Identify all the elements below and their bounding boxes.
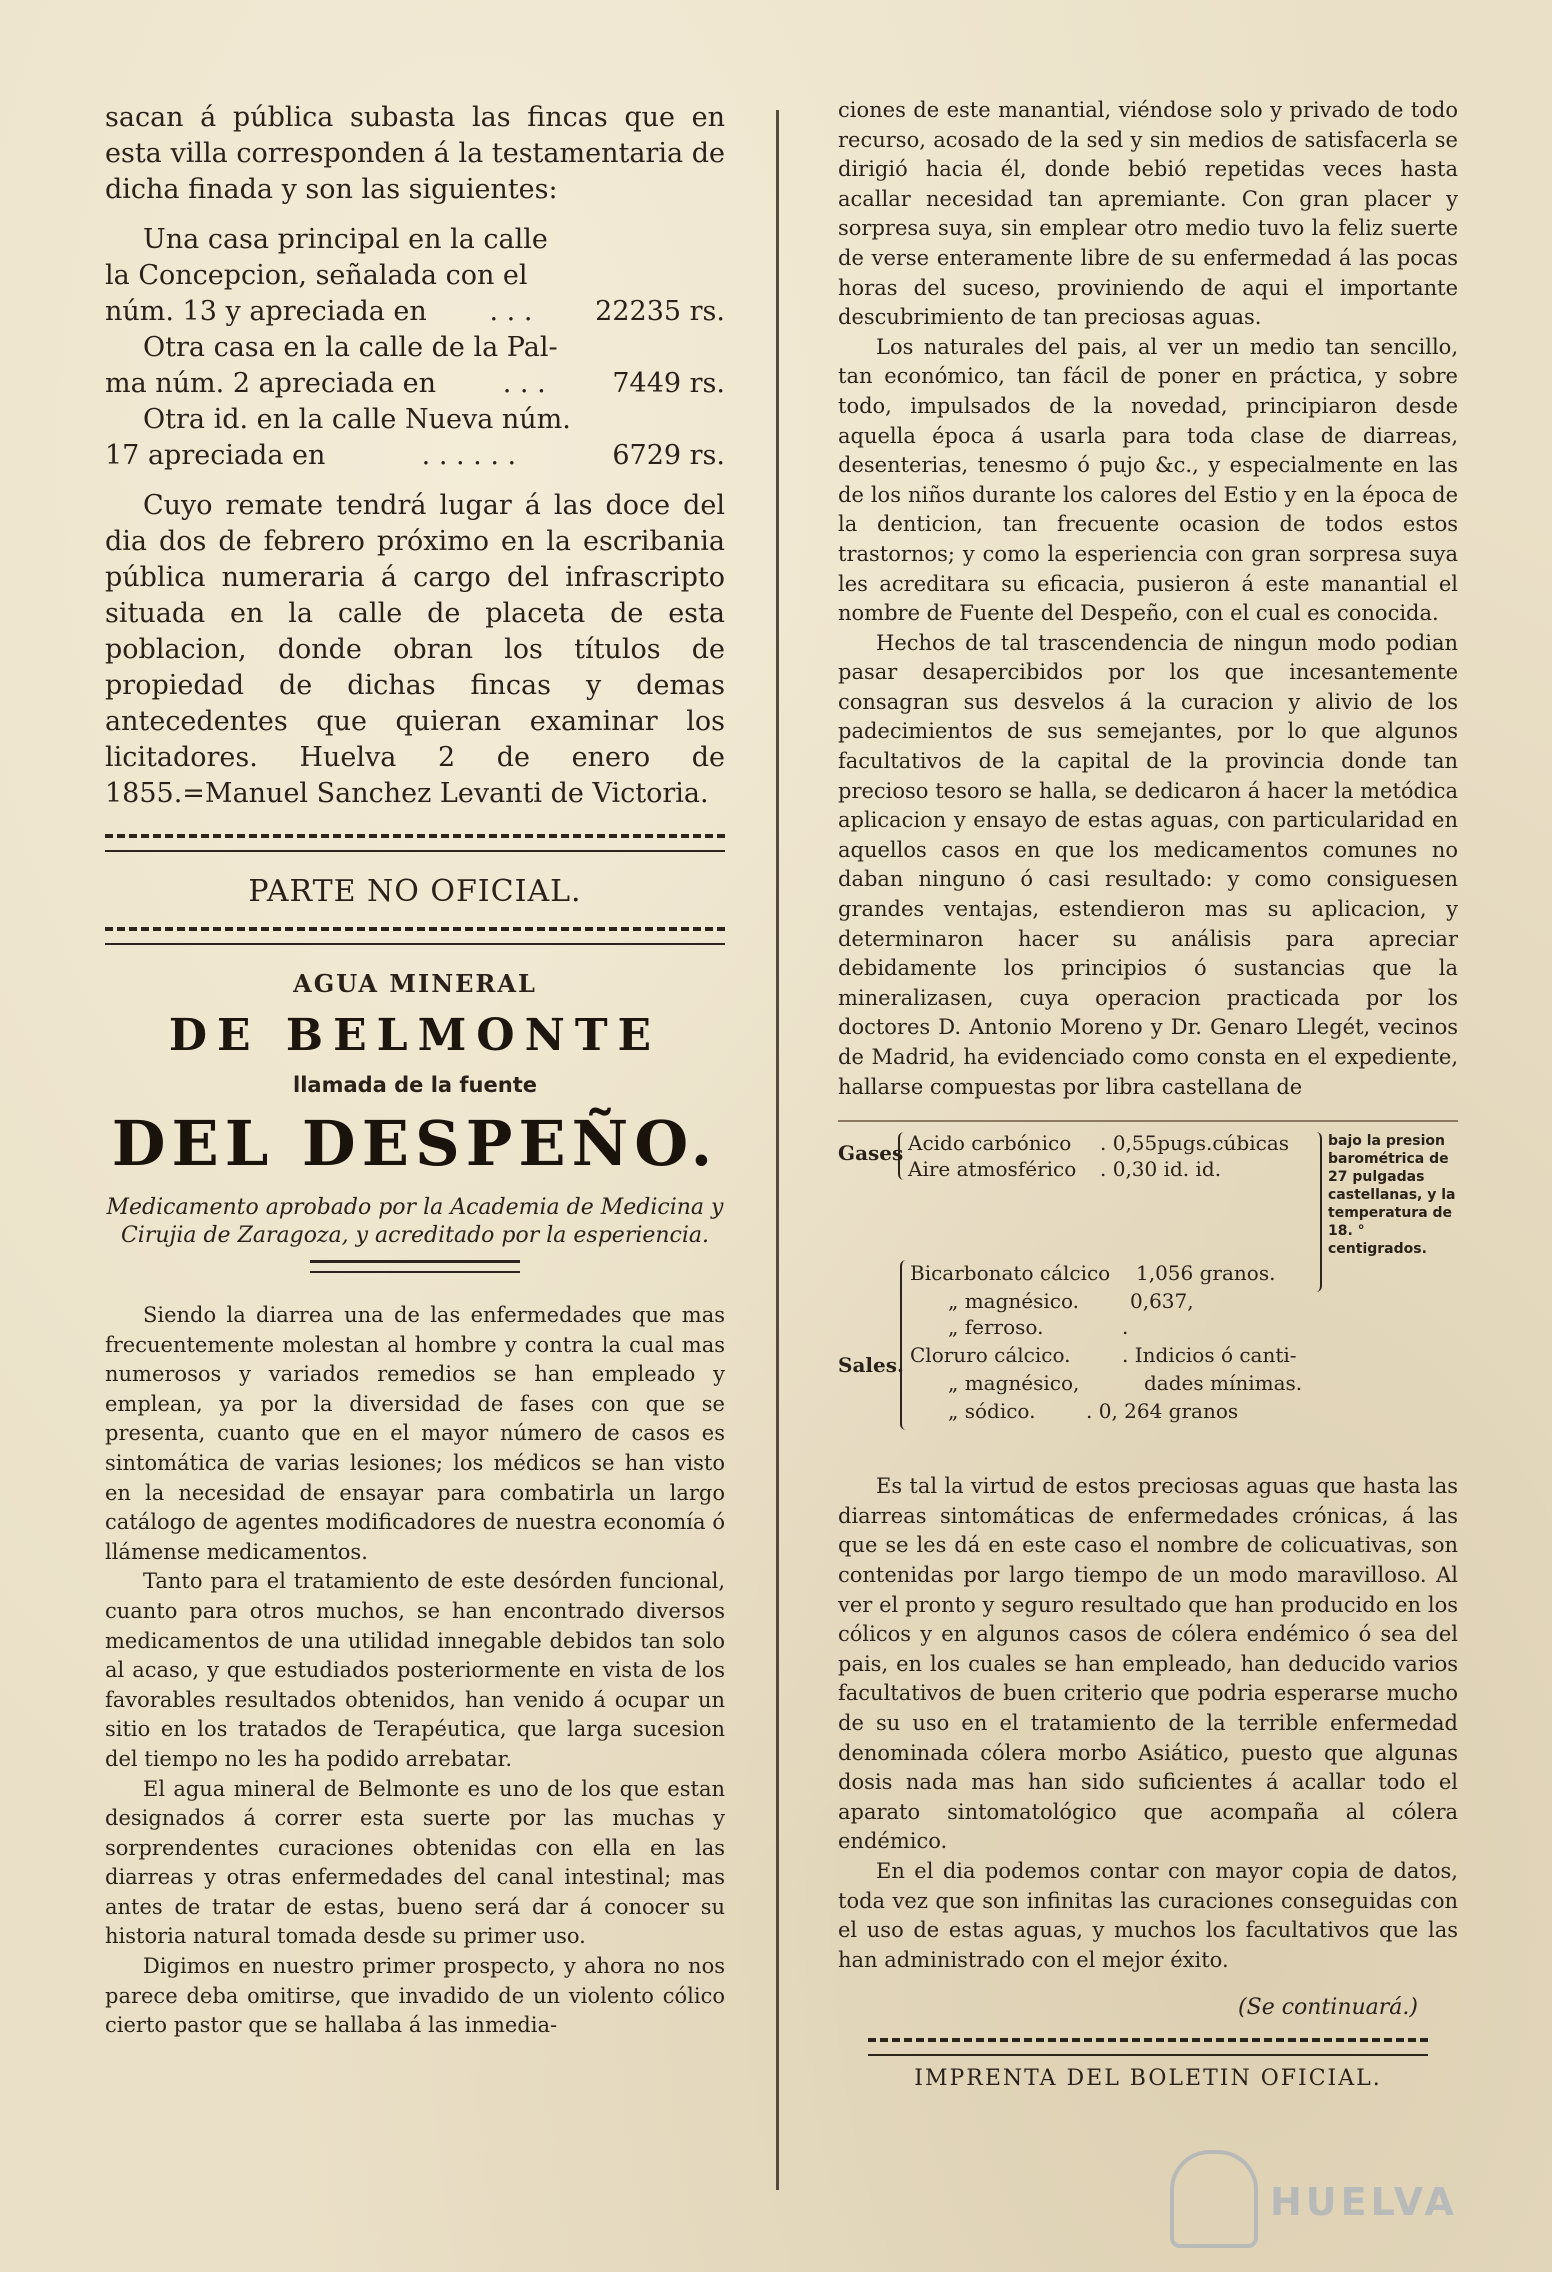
salt-value: . 0, 264 granos — [1086, 1399, 1239, 1424]
salt-name: „ ferroso. — [948, 1315, 1044, 1340]
listing-line: Una casa principal en la calle — [143, 224, 548, 255]
listing-value: 6729 rs. — [612, 440, 725, 471]
article-paragraph: Digimos en nuestro primer prospecto, y ahora no nos parece deba omitirse, que invadido de un violento cólico cierto pastor que se hallaba á las inmedia- — [105, 1954, 725, 2038]
footer-rule — [868, 2038, 1428, 2056]
gas-value: . 0,30 id. id. — [1100, 1157, 1222, 1182]
article-paragraph: Los naturales del pais, al ver un medio tan sencillo, tan económico, tan fácil de poner en práctica, y sobre todo, impulsados de la novedad, principiaron desde aquella época á usarla para toda clase de diarreas, desenterias, tenesmo ó pujo &c., y especialmente en las de los niños durante los calores del Estio y en la época de la denticion, tan frecuente ocasion de todos estos trastornos; y como la esperiencia con gran sorpresa suya les acreditara su eficacia, pusieron á este manantial el nombre de Fuente del Despeño, con el cual es conocida. — [838, 334, 1458, 626]
salt-name: Bicarbonato cálcico — [910, 1261, 1111, 1286]
salt-name: Cloruro cálcico. — [910, 1343, 1071, 1368]
table-rule — [838, 1120, 1458, 1122]
listing-value: 7449 rs. — [612, 368, 725, 399]
gases-brace — [898, 1132, 906, 1180]
short-rule — [310, 1260, 520, 1273]
salt-name: „ sódico. — [948, 1399, 1036, 1424]
gas-name: Acido carbónico — [908, 1131, 1072, 1156]
sales-label: Sales. — [838, 1353, 904, 1378]
gas-name: Aire atmosférico — [908, 1157, 1077, 1182]
section-rule — [105, 927, 725, 945]
listing-value: 22235 rs. — [595, 296, 725, 327]
listing-item — [105, 330, 725, 402]
article-paragraph: Es tal la virtud de estos preciosas aguas que hasta las diarreas sintomáticas de enfermedades crónicas, á las que se les dá en este caso el nombre de colicuativas, son contenidas por largo tiempo de un modo maravilloso. Al ver el pronto y seguro resultado que han producido en los cólicos y en algunos casos de cólera endémico ó sea del pais, en los cuales se han empleado, han deducido varios facultativos de buen criterio que podria esperarse mucho de su uso en el tratamiento de la terrible enfermedad denominada cólera morbo Asiático, puesto que algunas dosis nada mas han sido suficientes á acallar todo el aparato sintomatológico que acompaña al cólera endémico. — [838, 1474, 1458, 1854]
gases-label: Gases — [838, 1141, 904, 1166]
listing-line: la Concepcion, señalada con el — [105, 260, 528, 291]
listing-dots: . . . — [489, 296, 533, 327]
conditions-note: bajo la presion barométrica de 27 pulgadas castellanas, y la temperatura de 18. ° centigrados. — [1328, 1133, 1456, 1258]
section-heading: PARTE NO OFICIAL. — [248, 874, 582, 909]
section-rule — [105, 834, 725, 852]
listing-line: Otra id. en la calle Nueva núm. — [143, 404, 571, 435]
listing-value-row — [105, 438, 725, 474]
article-title: DE BELMONTE — [168, 1010, 662, 1061]
article-paragraph: Siendo la diarrea una de las enfermedades que mas frecuentemente molestan al hombre y contra la cual mas numerosos y variados remedios se han empleado y emplean, ya por la diversidad de fases con que se presenta, cuanto que en el mayor número de casos es sintomática de varias lesiones; los médicos se han visto en la necesidad de ensayar para combatirla un largo catálogo de agentes modificadores de nuestra economía ó llámense medicamentos. — [105, 1303, 725, 1564]
shield-icon — [1170, 2150, 1258, 2248]
gas-value: . 0,55pugs.cúbicas — [1100, 1131, 1290, 1156]
listing-line: núm. 13 y apreciada en — [105, 296, 427, 327]
auction-remate: Cuyo remate tendrá lugar á las doce del dia dos de febrero próximo en la escribania pública numeraria á cargo del infrascripto situada en la calle de placeta de esta poblacion, donde obran los títulos de propiedad de dichas fincas y demas antecedentes que quieran examinar los licitadores. Huelva 2 de enero de 1855.=Manuel Sanchez Levanti de Victoria. — [105, 490, 725, 809]
printer-imprint: IMPRENTA DEL BOLETIN OFICIAL. — [914, 2066, 1382, 2092]
analysis-table — [838, 1120, 1458, 1450]
auction-intro: sacan á pública subasta las fincas que en esta villa corresponden á la testamentaria de dicha finada y son las siguientes: — [105, 102, 725, 205]
article-headline: DEL DESPEÑO. — [111, 1107, 719, 1180]
listing-line: 17 apreciada en — [105, 440, 326, 471]
article-paragraph: En el dia podemos contar con mayor copia de datos, toda vez que son infinitas las curaciones conseguidas con el uso de estas aguas, y muchos los facultativos que las han administrado con el mejor éxito. — [838, 1858, 1458, 1972]
continued-note: (Se continuará.) — [1238, 1995, 1418, 2021]
salt-value: . — [1122, 1315, 1129, 1340]
watermark-text: HUELVA — [1270, 2180, 1458, 2224]
left-column — [105, 100, 725, 2041]
column-divider — [776, 110, 779, 2190]
listing-value-row — [105, 294, 725, 330]
salt-value: . Indicios ó canti- — [1122, 1343, 1297, 1368]
article-paragraph: Hechos de tal trascendencia de ningun modo podian pasar desapercibidos por los que incesantemente consagran sus desvelos á la curacion y alivio de los padecimientos de sus semejantes, por lo que algunos facultativos de la capital de la provincia donde tan precioso tesoro se halla, se dedicaron á hacer la metódica aplicacion y ensayo de estas aguas, con particularidad en aquellos casos en que los medicamentos comunes no daban ninguno ó casi resultado: y como consiguesen grandes ventajas, estendieron mas su aplicacion, y determinaron hacer su análisis para apreciar debidamente los principios ó sustancias que la mineralizasen, cuya operacion practicada por los doctores D. Antonio Moreno y Dr. Genaro Llegét, vecinos de Madrid, ha evidenciado como consta en el expediente, hallarse compuestas por libra castellana de — [838, 630, 1458, 1099]
article-paragraph: ciones de este manantial, viéndose solo y privado de todo recurso, acosado de la sed y sin medios de satisfacerla se dirigió hacia él, donde bebió repetidas veces hasta acallar necesidad tan apremiante. Con gran placer y sorpresa suya, sin emplear otro medio tuvo la feliz suerte de verse enteramente libre de su enfermedad á las pocas horas del suceso, proviniendo de aqui el importante descubrimiento de tan preciosas aguas. — [838, 98, 1458, 330]
library-watermark — [1150, 2150, 1458, 2250]
sales-brace — [900, 1260, 908, 1430]
listing-line: ma núm. 2 apreciada en — [105, 368, 437, 399]
salt-value: dades mínimas. — [1144, 1371, 1303, 1396]
property-listing — [105, 222, 725, 474]
listing-item — [105, 222, 725, 330]
listing-dots: . . . . . . — [421, 440, 517, 471]
article-kicker: AGUA MINERAL — [293, 969, 537, 998]
listing-item — [105, 402, 725, 474]
article-paragraph: El agua mineral de Belmonte es uno de los que estan designados á correr esta suerte por las muchas y sorprendentes curaciones obtenidas con ella en las diarreas y otras enfermedades del canal intestinal; mas antes de tratar de estas, bueno será dar á conocer su historia natural tomada desde su primer uso. — [105, 1776, 725, 1949]
note-brace — [1314, 1132, 1322, 1292]
article-paragraph: Tanto para el tratamiento de este desórden funcional, cuanto para otros muchos, se han encontrado diversos medicamentos de una utilidad innegable debidos tan solo al acaso, y que estudiados posteriormente en vista de los favorables resultados obtenidos, han venido á ocupar un sitio en los tratados de Terapéutica, que larga sucesion del tiempo no les ha podido arrebatar. — [105, 1569, 725, 1771]
salt-value: 1,056 granos. — [1136, 1261, 1276, 1286]
salt-name: „ magnésico. — [948, 1289, 1080, 1314]
listing-dots: . . . — [502, 368, 546, 399]
salt-name: „ magnésico, — [948, 1371, 1080, 1396]
article-subtitle: llamada de la fuente — [293, 1073, 537, 1097]
right-column — [838, 96, 1458, 2091]
listing-value-row — [105, 366, 725, 402]
listing-line: Otra casa en la calle de la Pal- — [143, 332, 558, 363]
article-approval: Medicamento aprobado por la Academia de Medicina y Cirujia de Zaragoza, y acreditado por la esperiencia. — [106, 1195, 724, 1248]
salt-value: 0,637, — [1130, 1289, 1194, 1314]
